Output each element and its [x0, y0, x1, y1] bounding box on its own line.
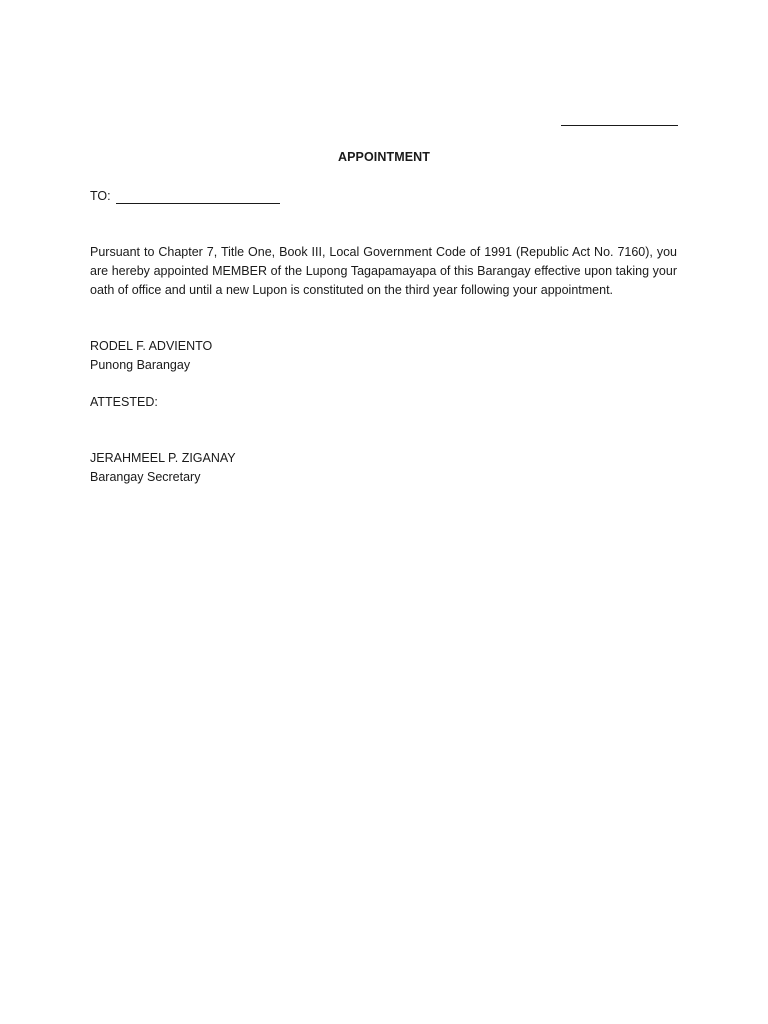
addressee-blank-line	[116, 190, 280, 204]
addressee-row	[90, 189, 280, 204]
document-title: APPOINTMENT	[337, 150, 431, 164]
attester-position: Barangay Secretary	[90, 470, 201, 484]
attested-label: ATTESTED:	[90, 395, 158, 409]
date-blank-line	[561, 111, 678, 126]
signatory-name: RODEL F. ADVIENTO	[90, 339, 213, 353]
attester-name: JERAHMEEL P. ZIGANAY	[90, 451, 236, 465]
signatory-position: Punong Barangay	[90, 358, 191, 372]
to-label: TO:	[90, 189, 111, 203]
appointment-body: Pursuant to Chapter 7, Title One, Book III, Local Government Code of 1991 (Republic Act No. 7160), you are hereby appointed MEMBER of the Lupong Tagapamayapa of this Barangay effective upon taking your oath of office and until a new Lupon is constituted on the third year following your appointment.	[90, 245, 677, 297]
